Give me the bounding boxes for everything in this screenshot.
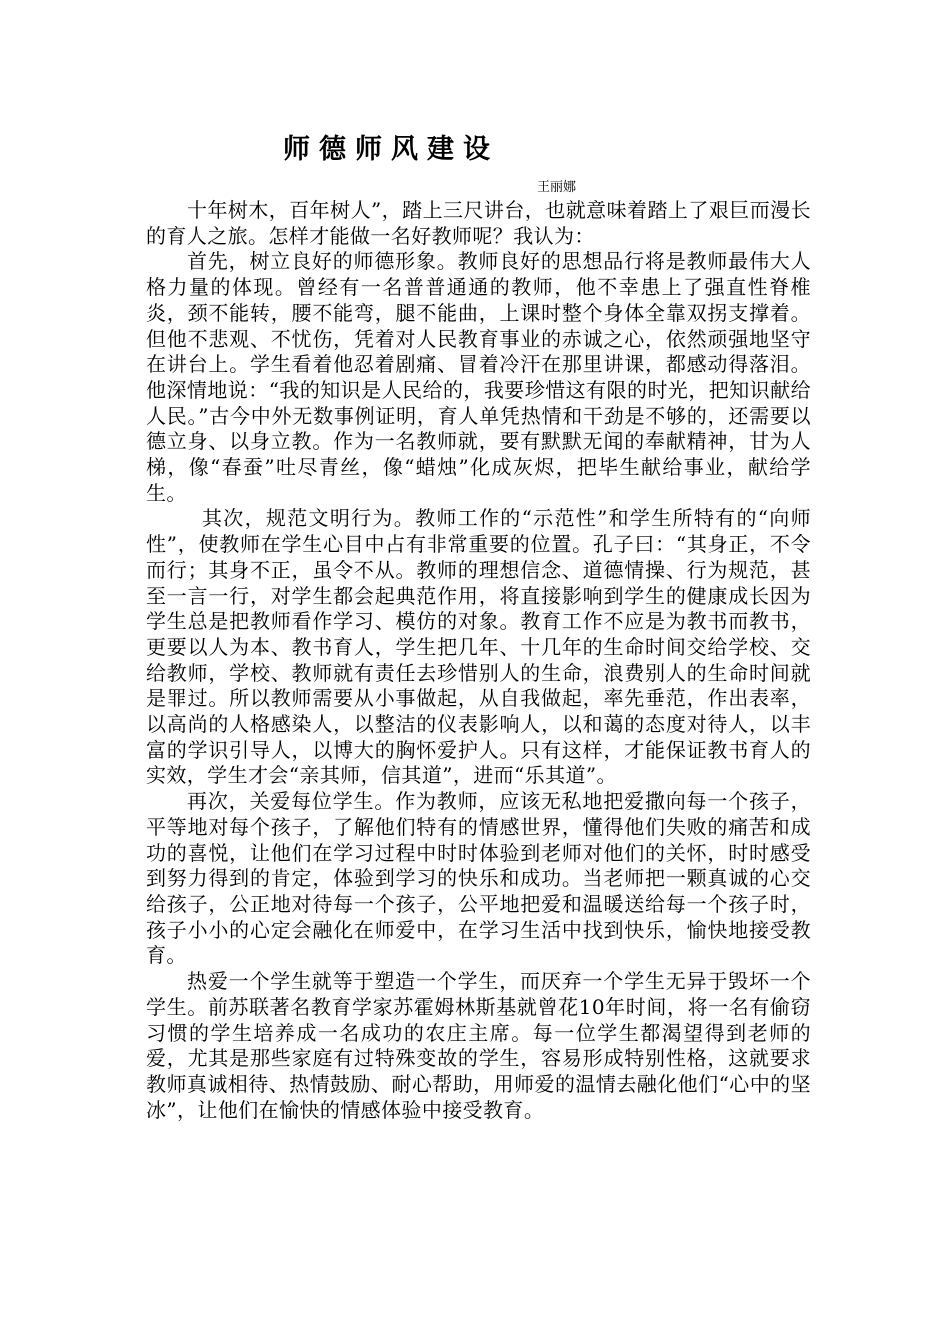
paragraph-second: 其次，规范文明行为。教师工作的“示范性”和学生所特有的“向师性”，使教师在学生心目中占有非常重要的位置。孔子曰：“其身正，不令而行；其身不正，虽令不从。教师的理想信念、道德情操、行为规范，甚至一言一行，对学生都会起典范作用，将直接影响到学生的健康成长因为学生总是把教师看作学习、模仿的对象。教育工作不应是为教书而教书，更要以人为本、教书育人，学生把几年、十几年的生命时间交给学校、交给教师，学校、教师就有责任去珍惜别人的生命，浪费别人的生命时间就是罪过。所以教师需要从小事做起，从自我做起，率先垂范，作出表率，以高尚的人格感染人，以整洁的仪表影响人，以和蔼的态度对待人，以丰富的学识引导人，以博大的胸怀爱护人。只有这样，才能保证教书育人的实效，学生才会“亲其师，信其道”，进而“乐其道”。 (146, 506, 811, 788)
author-name: 王丽娜 (537, 180, 577, 195)
paragraph-intro: 十年树木，百年树人”，踏上三尺讲台，也就意味着踏上了艰巨而漫长的育人之旅。怎样才能做一名好教师呢？我认为： (146, 198, 811, 248)
document-body (146, 198, 811, 1123)
document-title: 师德师风建设 (283, 134, 499, 165)
paragraph-fourth: 热爱一个学生就等于塑造一个学生，而厌弃一个学生无异于毁坏一个学生。前苏联著名教育学家苏霍姆林斯基就曾花10年时间，将一名有偷窃习惯的学生培养成一名成功的农庄主席。每一位学生都渴望得到老师的爱，尤其是那些家庭有过特殊变故的学生，容易形成特别性格，这就要求教师真诚相待、热情鼓励、耐心帮助，用师爱的温情去融化他们“心中的坚冰”，让他们在愉快的情感体验中接受教育。 (146, 969, 811, 1122)
paragraph-first: 首先，树立良好的师德形象。教师良好的思想品行将是教师最伟大人格力量的体现。曾经有一名普普通通的教师，他不幸患上了强直性脊椎炎，颈不能转，腰不能弯，腿不能曲，上课时整个身体全靠双拐支撑着。但他不悲观、不忧伤，凭着对人民教育事业的赤诚之心，依然顽强地坚守在讲台上。学生看着他忍着剧痛、冒着冷汗在那里讲课，都感动得落泪。他深情地说：“我的知识是人民给的，我要珍惜这有限的时光，把知识献给人民。”古今中外无数事例证明，育人单凭热情和干劲是不够的，还需要以德立身、以身立教。作为一名教师就，要有默默无闻的奉献精神，甘为人梯，像“春蚕”吐尽青丝，像“蜡烛”化成灰烬，把毕生献给事业，献给学生。 (146, 249, 811, 505)
paragraph-third: 再次，关爱每位学生。作为教师，应该无私地把爱撒向每一个孩子，平等地对每个孩子，了解他们特有的情感世界，懂得他们失败的痛苦和成功的喜悦，让他们在学习过程中时时体验到老师对他们的关怀，时时感受到努力得到的肯定，体验到学习的快乐和成功。当老师把一颗真诚的心交给孩子，公正地对待每一个孩子，公平地把爱和温暖送给每一个孩子时，孩子小小的心定会融化在师爱中，在学习生活中找到快乐，愉快地接受教育。 (146, 789, 811, 968)
